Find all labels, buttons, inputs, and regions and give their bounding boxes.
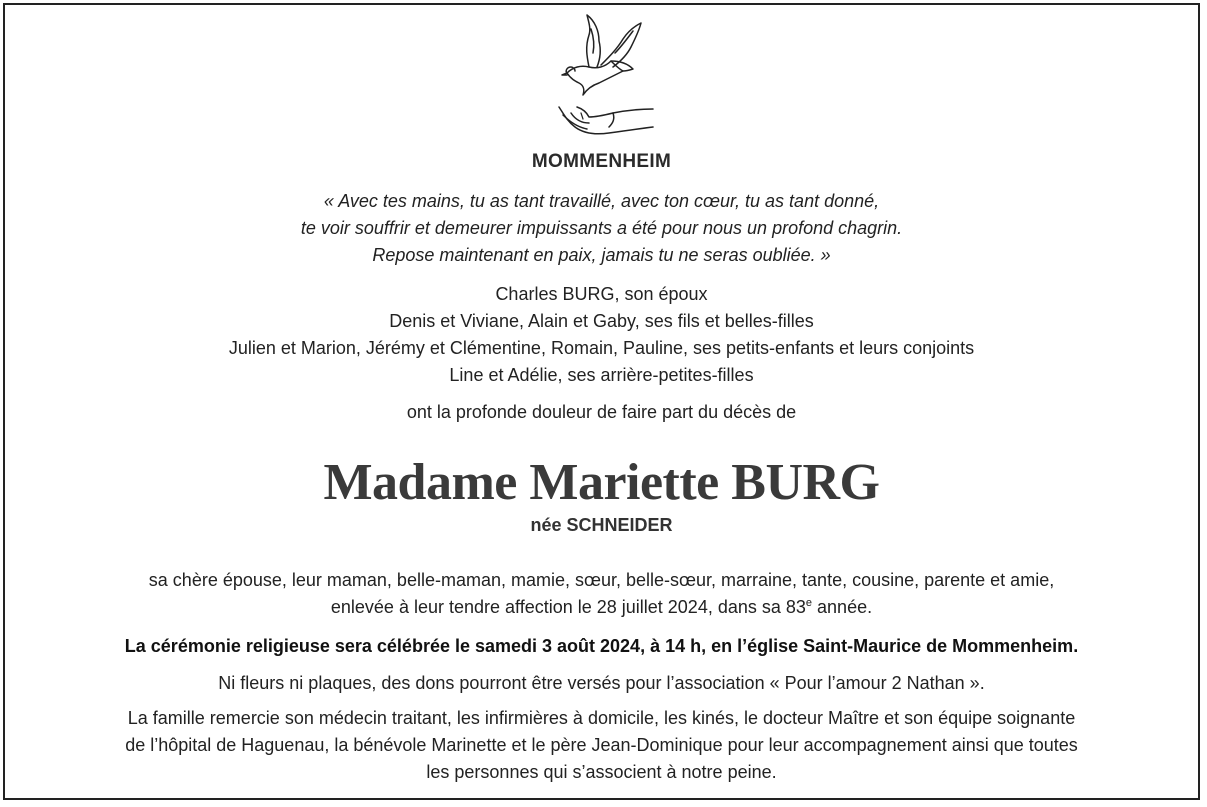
thanks-line-3: les personnes qui s’associent à notre peine. bbox=[426, 762, 777, 782]
ordinal-suffix: e bbox=[805, 597, 813, 609]
quote-line-1: « Avec tes mains, tu as tant travaillé, avec ton cœur, tu as tant donné, bbox=[323, 191, 880, 211]
family-line-spouse: Charles BURG, son époux bbox=[495, 284, 708, 304]
description-line-2-end: année. bbox=[812, 597, 873, 617]
family-line-grandchildren: Julien et Marion, Jérémy et Clémentine, Romain, Pauline, ses petits-enfants et leurs conjoints bbox=[228, 338, 975, 358]
description-line-1: sa chère épouse, leur maman, belle-maman, mamie, sœur, belle-sœur, marraine, tante, cousine, parente et amie, bbox=[148, 570, 1055, 590]
obituary-notice bbox=[3, 3, 1200, 800]
flowers-donation-notice: Ni fleurs ni plaques, des dons pourront être versés pour l’association « Pour l’amour 2 Nathan ». bbox=[218, 673, 985, 693]
thanks-line-2: de l’hôpital de Haguenau, la bénévole Marinette et le père Jean-Dominique pour leur accompagnement ainsi que toutes bbox=[125, 735, 1078, 755]
description-line-2 bbox=[5, 597, 1198, 618]
deceased-name: Madame Mariette BURG bbox=[323, 454, 880, 511]
quote-line-2: te voir souffrir et demeurer impuissants a été pour nous un profond chagrin. bbox=[300, 218, 903, 238]
thanks-line-1: La famille remercie son médecin traitant, les infirmières à domicile, les kinés, le docteur Maître et son équipe soignante bbox=[127, 708, 1076, 728]
dove-over-hands-icon bbox=[553, 9, 663, 143]
town-name: MOMMENHEIM bbox=[531, 151, 672, 172]
ceremony-details: La cérémonie religieuse sera célébrée le samedi 3 août 2024, à 14 h, en l’église Saint-Maurice de Mommenheim. bbox=[124, 636, 1079, 656]
quote-line-3: Repose maintenant en paix, jamais tu ne seras oubliée. » bbox=[372, 245, 831, 265]
description-line-2-text: enlevée à leur tendre affection le 28 juillet 2024, dans sa 83 bbox=[330, 597, 806, 617]
family-line-children: Denis et Viviane, Alain et Gaby, ses fils et belles-filles bbox=[389, 311, 814, 331]
announcement-text: ont la profonde douleur de faire part du décès de bbox=[406, 402, 797, 422]
maiden-name: née SCHNEIDER bbox=[530, 515, 673, 535]
family-line-great-grandchildren: Line et Adélie, ses arrière-petites-filles bbox=[449, 365, 754, 385]
